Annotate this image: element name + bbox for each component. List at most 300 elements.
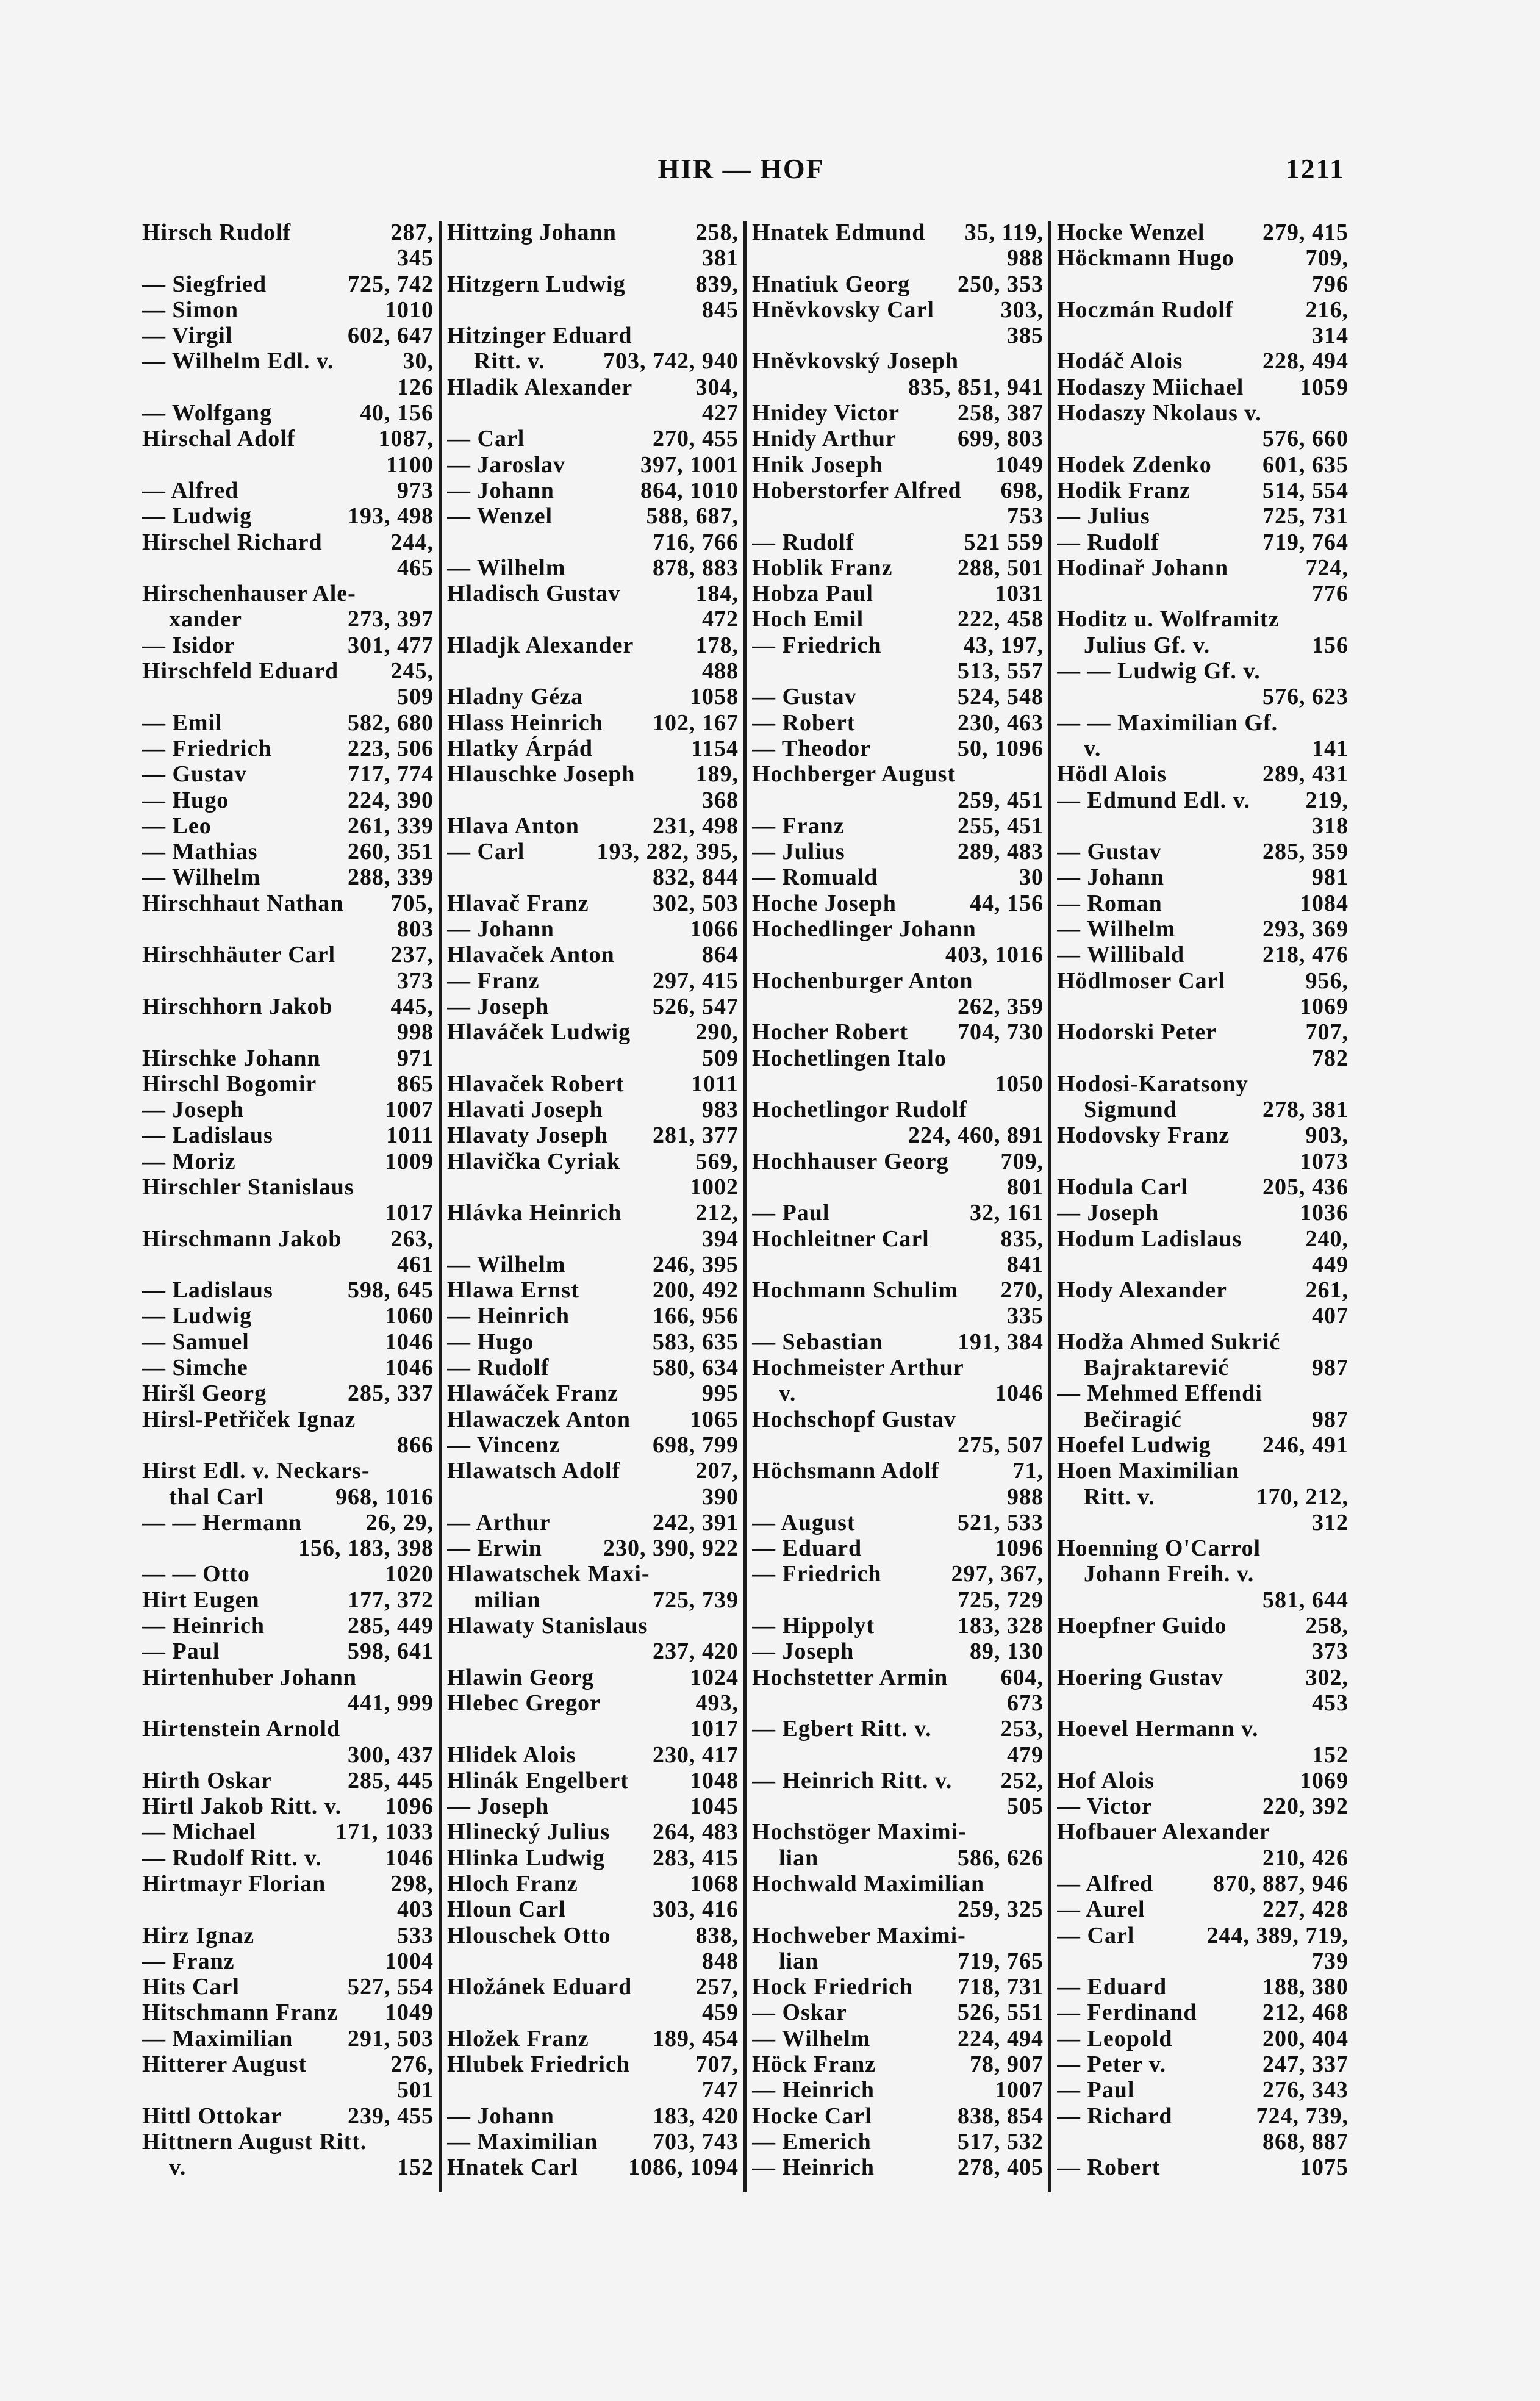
index-entry-line [752,1638,1044,1664]
entry-page-refs: 1069 [1300,993,1348,1019]
index-entry-line [142,994,434,1019]
entry-name [1057,813,1308,839]
index-column-4 [1057,220,1348,2181]
entry-name [752,1793,1003,1819]
entry-name: Hlawin Georg [447,1664,595,1690]
entry-page-refs: 998 [397,1019,434,1046]
entry-page-refs: 303, [1000,296,1044,323]
entry-name: Hnidy Arthur [752,426,897,452]
entry-page-refs: 253, [1000,1716,1044,1742]
entry-name: — Ludwig [142,503,252,529]
entry-name: — Franz [447,967,540,994]
entry-page-refs: 864, 1010 [640,477,739,503]
entry-name: Hodaszy Miichael [1057,374,1244,400]
entry-page-refs: 988 [1007,245,1044,271]
entry-name: — Simon [142,296,238,323]
index-entry-line [142,2051,434,2077]
entry-name: — Arthur [447,1509,551,1535]
entry-name: Hiršl Georg [142,1380,267,1407]
index-entry-line [752,761,1044,787]
entry-name: Hnatek Edmund [752,220,926,245]
entry-page-refs: 1060 [385,1303,434,1329]
entry-name: — Johann [447,2103,554,2129]
index-entry-line [447,942,739,967]
entry-page-refs: 703, 742, 940 [603,348,739,375]
entry-page-refs: 509 [702,1045,739,1071]
index-entry-line [1057,994,1348,1019]
index-entry-line [142,1974,434,2000]
entry-name [1057,271,1308,297]
index-entry-line [752,1174,1044,1200]
entry-page-refs: 509 [397,684,434,710]
index-entry-line [1057,1974,1348,2000]
entry-page-refs: 835, 851, 941 [908,374,1044,400]
entry-name [142,968,393,994]
index-entry-line [142,2129,434,2155]
entry-name: Hoch Emil [752,606,864,633]
entry-name [752,1252,1003,1277]
entry-page-refs: 524, 548 [958,684,1044,710]
index-entry-line [142,813,434,839]
entry-page-refs: 739 [1312,1948,1348,1974]
index-entry-line [752,581,1044,606]
entry-page-refs: 716, 766 [653,529,739,555]
entry-page-refs: 698, 799 [653,1432,739,1458]
entry-page-refs: 832, 844 [653,864,739,891]
entry-name: — Wilhelm [142,864,261,891]
entry-name [142,684,393,709]
entry-name: Hofbauer Alexander [1057,1819,1270,1845]
entry-name: — — Hermann [142,1509,303,1535]
entry-name: — Rudolf [1057,529,1159,555]
entry-page-refs: 222, 458 [958,606,1044,633]
index-entry-line [1057,1587,1348,1613]
index-entry-line [752,1226,1044,1252]
index-entry-line [142,1690,434,1716]
index-entry-line [752,220,1044,245]
entry-page-refs: 385 [1007,323,1044,349]
entry-page-refs: 258, [1305,1613,1348,1639]
index-entry-line [447,1019,739,1045]
index-entry-line [752,813,1044,839]
index-entry-line [447,555,739,581]
entry-page-refs: 247, 337 [1262,2051,1348,2078]
entry-page-refs: 1100 [386,451,434,478]
entry-name: — Hugo [142,787,229,813]
entry-name: Hloun Carl [447,1897,566,1923]
entry-page-refs: 1045 [690,1793,739,1820]
entry-page-refs: 1096 [385,1793,434,1820]
entry-name [1057,426,1259,451]
entry-name [752,788,954,813]
entry-name [1057,1845,1259,1871]
index-entry-line [1057,1277,1348,1303]
index-entry-line [752,1535,1044,1561]
entry-page-refs: 252, [1000,1767,1044,1793]
index-entry-line [1057,891,1348,916]
index-entry-line [142,761,434,787]
index-entry-line [142,1097,434,1122]
index-entry-line [447,2000,739,2025]
entry-page-refs: 278, 405 [958,2155,1044,2181]
entry-name: — Edmund Edl. v. [1057,787,1250,813]
index-entry-line [142,245,434,271]
index-entry-line [447,684,739,709]
index-column-2 [447,220,739,2181]
entry-page-refs: 178, [695,632,739,658]
entry-name: — Johann [1057,864,1164,891]
entry-name: — Johann [447,916,554,942]
entry-page-refs: 231, 498 [653,813,739,839]
entry-name: — Joseph [1057,1200,1159,1226]
entry-name [1057,581,1308,606]
entry-page-refs: 583, 635 [653,1329,739,1355]
index-entry-line [752,1819,1044,1845]
index-entry-line [447,1613,739,1638]
entry-page-refs: 1087, [378,426,434,452]
index-entry-line [142,1871,434,1897]
entry-page-refs: 838, 854 [958,2103,1044,2129]
entry-page-refs: 239, 455 [348,2103,434,2129]
entry-page-refs: 288, 501 [958,554,1044,581]
index-entry-line [1057,581,1348,606]
index-entry-line [447,658,739,684]
entry-name [142,1897,393,1922]
index-entry-line [447,1923,739,1948]
index-entry-line [1057,297,1348,323]
entry-page-refs: 472 [702,606,739,633]
index-entry-line [447,761,739,787]
entry-name: — Willibald [1057,942,1185,968]
entry-page-refs: 576, 660 [1262,426,1348,452]
entry-page-refs: 983 [702,1097,739,1123]
entry-name [1057,323,1308,348]
index-entry-line [447,2155,739,2180]
entry-name: — Wolfgang [142,400,273,426]
entry-page-refs: 725, 742 [348,271,434,297]
entry-name: — Wenzel [447,503,553,529]
entry-page-refs: 212, 468 [1262,2000,1348,2026]
index-entry-line [1057,1819,1348,1845]
index-entry-line [1057,478,1348,503]
entry-page-refs: 725, 729 [958,1587,1044,1613]
entry-page-refs: 227, 428 [1262,1897,1348,1923]
index-entry-line [752,1587,1044,1613]
entry-name: — Wilhelm [447,554,566,581]
index-entry-line [142,658,434,684]
index-entry-line [447,1303,739,1329]
index-entry-line [752,916,1044,942]
entry-page-refs: 261, 339 [348,813,434,839]
index-entry-line [1057,1174,1348,1200]
entry-name: Höck Franz [752,2051,876,2078]
index-entry-line [142,1303,434,1329]
index-entry-line [1057,1716,1348,1742]
index-entry-line [447,788,739,813]
entry-page-refs: 156 [1312,632,1348,658]
entry-page-refs: 210, 426 [1262,1845,1348,1871]
index-entry-line [1057,1690,1348,1716]
index-entry-line [1057,761,1348,787]
index-entry-line [447,633,739,658]
entry-page-refs: 601, 635 [1262,451,1348,478]
page-number: 1211 [1285,153,1345,184]
entry-page-refs: 526, 551 [958,2000,1044,2026]
column-divider [439,221,442,2192]
index-entry-line [752,503,1044,529]
entry-page-refs: 71, [1012,1458,1044,1484]
entry-name: — — Maximilian Gf. [1057,709,1278,736]
entry-page-refs: 300, 437 [348,1742,434,1768]
entry-page-refs: 184, [695,581,739,607]
entry-name: Hoche Joseph [752,890,897,916]
entry-page-refs: 517, 532 [958,2128,1044,2155]
entry-page-refs: 1011 [691,1071,739,1097]
entry-page-refs: 604, [1000,1664,1044,1690]
entry-page-refs: 445, [390,993,434,1019]
entry-page-refs: 581, 644 [1262,1587,1348,1613]
entry-name [1057,1690,1308,1716]
entry-page-refs: 598, 641 [348,1638,434,1665]
entry-name: — Alfred [142,477,239,503]
index-entry-line [142,1200,434,1226]
entry-name: Hirschl Bogomir [142,1071,317,1097]
index-entry-line [1057,813,1348,839]
entry-name: Hodum Ladislaus [1057,1226,1242,1252]
entry-name: — Oskar [752,2000,847,2026]
entry-name: — Aurel [1057,1897,1145,1923]
index-entry-line [1057,1355,1348,1380]
entry-name: Hlawaty Stanislaus [447,1613,648,1639]
entry-name: — Hippolyt [752,1613,875,1639]
index-entry-line [1057,2000,1348,2025]
entry-name: Hirschel Richard [142,529,323,555]
entry-page-refs: 598, 645 [348,1277,434,1304]
entry-name [142,375,393,400]
entry-page-refs: 261, [1305,1277,1348,1304]
index-entry-line [1057,968,1348,994]
entry-name: Hlawaczek Anton [447,1406,631,1432]
entry-page-refs: 177, 372 [348,1587,434,1613]
entry-page-refs: 102, 167 [653,709,739,736]
entry-name: — Emil [142,709,223,736]
index-entry-line [1057,864,1348,890]
index-entry-line [1057,452,1348,478]
index-entry-line [142,839,434,864]
entry-page-refs: 297, 415 [653,967,739,994]
index-entry-line [142,1742,434,1768]
index-entry-line [447,1974,739,2000]
entry-page-refs: 441, 999 [348,1690,434,1716]
entry-name: — Wilhelm Edl. v. [142,348,334,375]
index-entry-line [752,1793,1044,1819]
entry-name: Hirschhorn Jakob [142,993,333,1019]
index-entry-line [752,1845,1044,1871]
entry-name: Hochmann Schulim [752,1277,959,1304]
entry-page-refs: 461 [397,1251,434,1277]
index-entry-line [1057,606,1348,632]
entry-name [752,1484,1003,1510]
index-entry-line [1057,1046,1348,1071]
entry-name: — Robert [752,709,856,736]
entry-page-refs: 1020 [385,1561,434,1587]
entry-name: — Heinrich [752,2077,875,2103]
entry-name: — Alfred [1057,1871,1154,1897]
entry-page-refs: 216, [1305,296,1348,323]
index-entry-line [447,478,739,503]
index-entry-line [1057,1742,1348,1768]
entry-page-refs: 394 [702,1226,739,1252]
entry-name: — Carl [447,839,525,865]
entry-name: Hladjk Alexander [447,632,634,658]
index-entry-line [142,1019,434,1045]
entry-page-refs: 230, 390, 922 [603,1535,739,1562]
index-entry-line [1057,426,1348,451]
entry-name: Hladik Alexander [447,374,633,400]
index-entry-line [447,1871,739,1897]
entry-name: Hodik Franz [1057,477,1191,503]
entry-name: — Michael [142,1819,257,1845]
entry-page-refs: 845 [702,296,739,323]
entry-page-refs: 290, [695,1019,739,1046]
index-entry-line [1057,658,1348,684]
index-entry-line [1057,400,1348,426]
entry-name [447,788,698,813]
entry-name: — Carl [447,426,525,452]
entry-name: — Isidor [142,632,235,658]
index-entry-line [447,1329,739,1355]
entry-page-refs: 1069 [1300,1767,1348,1793]
entry-name: Hits Carl [142,1974,240,2000]
index-entry-line [142,1122,434,1148]
entry-name: Hodosi-Karatsony [1057,1071,1248,1097]
entry-name [752,994,954,1019]
index-entry-line [752,994,1044,1019]
entry-name: xander [169,606,242,633]
index-entry-line [447,581,739,606]
entry-name [447,1948,698,1974]
entry-page-refs: 244, [390,529,434,555]
entry-name: Hodinař Johann [1057,554,1229,581]
entry-page-refs: 32, 161 [970,1200,1044,1226]
entry-page-refs: 35, 119, [964,220,1044,245]
entry-page-refs: 285, 337 [348,1380,434,1407]
index-entry-line [142,1819,434,1845]
entry-name: Hoberstorfer Alfred [752,477,962,503]
entry-page-refs: 245, [390,658,434,684]
entry-name: — Wilhelm [1057,916,1176,942]
entry-page-refs: 193, 498 [348,503,434,529]
entry-name [447,1046,698,1071]
entry-name: Hlinecký Julius [447,1819,611,1845]
entry-page-refs: 703, 743 [653,2128,739,2155]
entry-name: v. [169,2155,187,2181]
index-entry-line [1057,1226,1348,1252]
entry-page-refs: 724, [1305,554,1348,581]
entry-page-refs: 602, 647 [348,323,434,349]
index-entry-line [752,529,1044,555]
entry-name: Hirtenstein Arnold [142,1716,341,1742]
entry-name: — Joseph [752,1638,854,1665]
index-entry-line [752,2000,1044,2025]
index-entry-line [447,1149,739,1174]
index-entry-line [142,1226,434,1252]
entry-name [142,245,393,271]
entry-name: — Egbert Ritt. v. [752,1716,932,1742]
entry-name [1057,1742,1308,1768]
entry-name: Hlaváček Ludwig [447,1019,631,1046]
entry-name: — Julius [752,839,845,865]
entry-page-refs: 188, 380 [1262,1974,1348,2000]
entry-page-refs: 1048 [690,1767,739,1793]
entry-page-refs: 1058 [690,684,739,710]
entry-page-refs: 1075 [1300,2155,1348,2181]
index-entry-line [447,710,739,736]
entry-name: Sigmund [1084,1097,1177,1123]
index-entry-line [1057,2051,1348,2077]
entry-name: — Julius [1057,503,1150,529]
entry-page-refs: 582, 680 [348,709,434,736]
entry-page-refs: 1009 [385,1148,434,1174]
entry-name [447,1484,698,1510]
entry-page-refs: 956, [1305,967,1348,994]
entry-name [1057,994,1296,1019]
entry-name: Hochedlinger Johann [752,916,976,942]
entry-name: — Sebastian [752,1329,883,1355]
index-entry-line [1057,916,1348,942]
entry-page-refs: 1096 [995,1535,1044,1562]
entry-name: — Rudolf [447,1355,550,1381]
index-entry-line [142,2103,434,2129]
index-entry-line [752,452,1044,478]
entry-name: Hlidek Alois [447,1742,576,1768]
index-entry-line [142,581,434,606]
index-entry-line [1057,2077,1348,2103]
entry-page-refs: 264, 483 [653,1819,739,1845]
entry-name: Hitzinger Eduard [447,323,632,349]
entry-name [447,1716,686,1742]
index-entry-line [752,788,1044,813]
entry-name: Hochhauser Georg [752,1148,949,1174]
entry-page-refs: 709, [1305,245,1348,271]
entry-name: — Friedrich [752,1561,882,1587]
index-entry-line [752,1613,1044,1638]
index-entry-line [142,1277,434,1303]
entry-page-refs: 200, 404 [1262,2025,1348,2051]
entry-name: — Gustav [142,761,247,788]
entry-name [1057,684,1259,709]
entry-name [142,1432,393,1458]
entry-page-refs: 576, 623 [1262,684,1348,710]
entry-page-refs: 870, 887, 946 [1213,1871,1348,1897]
entry-page-refs: 453 [1312,1690,1348,1716]
entry-page-refs: 782 [1312,1045,1348,1071]
index-entry-line [752,297,1044,323]
entry-name: Hirtenhuber Johann [142,1664,357,1690]
index-entry-line [142,2000,434,2025]
index-entry-line [752,1484,1044,1510]
entry-name: Hlavati Joseph [447,1097,603,1123]
entry-name: Hlávka Heinrich [447,1200,622,1226]
entry-name: — Johann [447,477,554,503]
index-entry-line [447,245,739,271]
entry-page-refs: 803 [397,916,434,942]
entry-name: Hirschler Stanislaus [142,1174,354,1200]
index-entry-line [447,1458,739,1484]
index-entry-line [1057,1097,1348,1122]
entry-name: — Wilhelm [447,1251,566,1277]
entry-name: — Heinrich [447,1303,570,1329]
